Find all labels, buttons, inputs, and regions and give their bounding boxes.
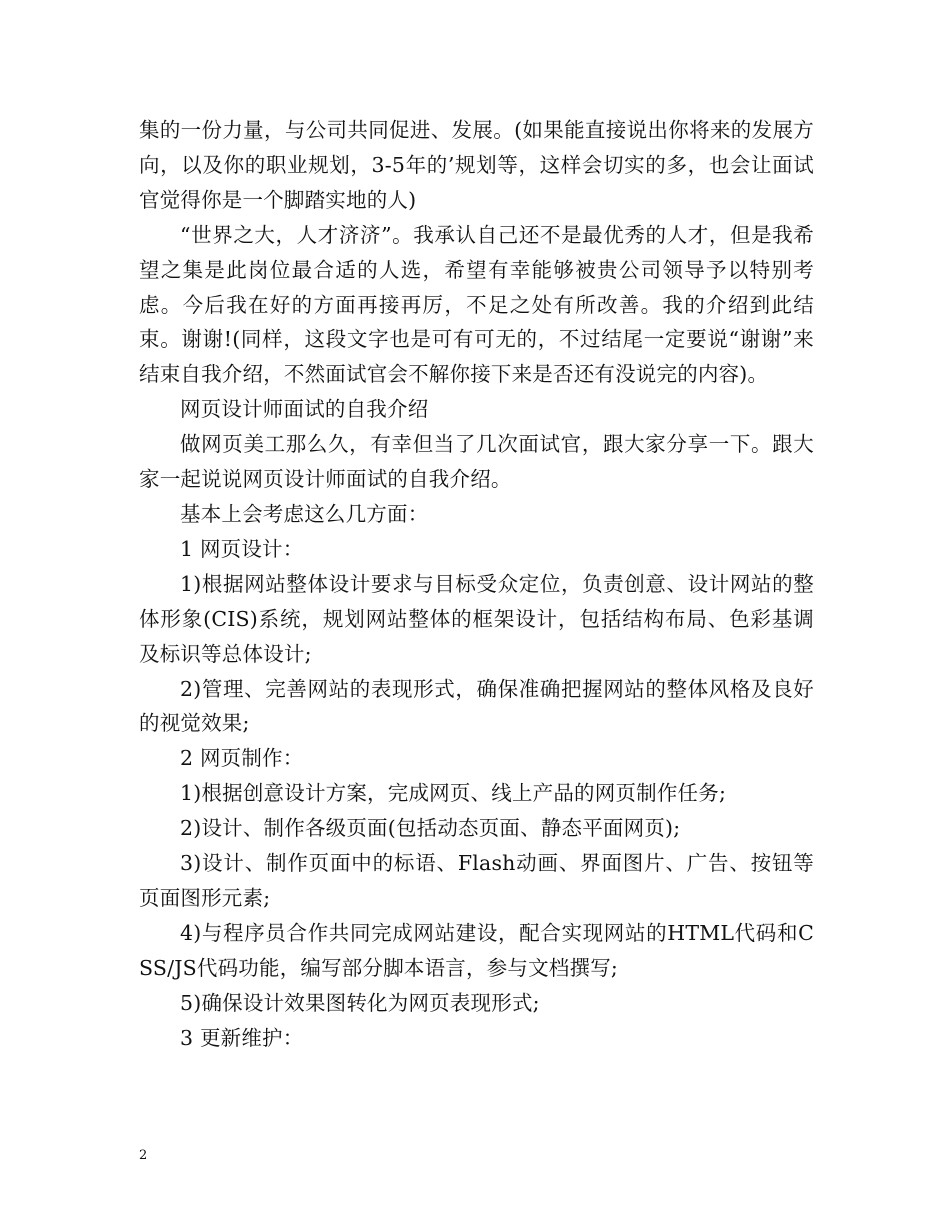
list-item: 1)根据网站整体设计要求与目标受众定位，负责创意、设计网站的整体形象(CIS)系统，规划网站整体的框架设计，包括结构布局、色彩基调及标识等总体设计; [139,571,814,666]
paragraph-4: 做网页美工那么久，有幸但当了几次面试官，跟大家分享一下。跟大家一起说说网页设计师面试的自我介绍。 [139,432,814,492]
list-item: 4)与程序员合作共同完成网站建设，配合实现网站的HTML代码和CSS/JS代码功能，编写部分脚本语言，参与文档撰写; [139,920,814,980]
document-body [139,113,814,1055]
list-item: 3)设计、制作页面中的标语、Flash动画、界面图片、广告、按钮等页面图形元素; [139,851,814,910]
section-heading: 网页设计师面试的自我介绍 [180,397,429,422]
page-number: 2 [139,1148,148,1163]
paragraph-5: 基本上会考虑这么几方面： [180,501,429,526]
list-heading-web-design: 1 网页设计： [180,536,304,561]
paragraph-1: 集的一份力量，与公司共同促进、发展。(如果能直接说出你将来的发展方向，以及你的职业规划，3-5年的’规划等，这样会切实的多，也会让面试官觉得你是一个脚踏实地的人) [139,118,814,212]
list-heading-web-production: 2 网页制作： [180,746,304,771]
list-item: 5)确保设计效果图转化为网页表现形式; [180,990,540,1015]
list-item: 2)管理、完善网站的表现形式，确保准确把握网站的整体风格及良好的视觉效果; [139,676,814,736]
list-heading-maintenance: 3 更新维护： [180,1025,304,1050]
list-item: 1)根据创意设计方案，完成网页、线上产品的网页制作任务; [180,781,727,806]
paragraph-2: “世界之大，人才济济”。我承认自己还不是最优秀的人才，但是我希望之集是此岗位最合适的人选，希望有幸能够被贵公司领导予以特别考虑。今后我在好的方面再接再厉，不足之处有所改善。我的介绍到此结束。谢谢!(同样，这段文字也是可有可无的，不过结尾一定要说“谢谢”来结束自我介绍，不然面试官会不解你接下来是否还有没说完的内容)。 [139,222,814,387]
list-item: 2)设计、制作各级页面(包括动态页面、静态平面网页); [180,816,681,841]
